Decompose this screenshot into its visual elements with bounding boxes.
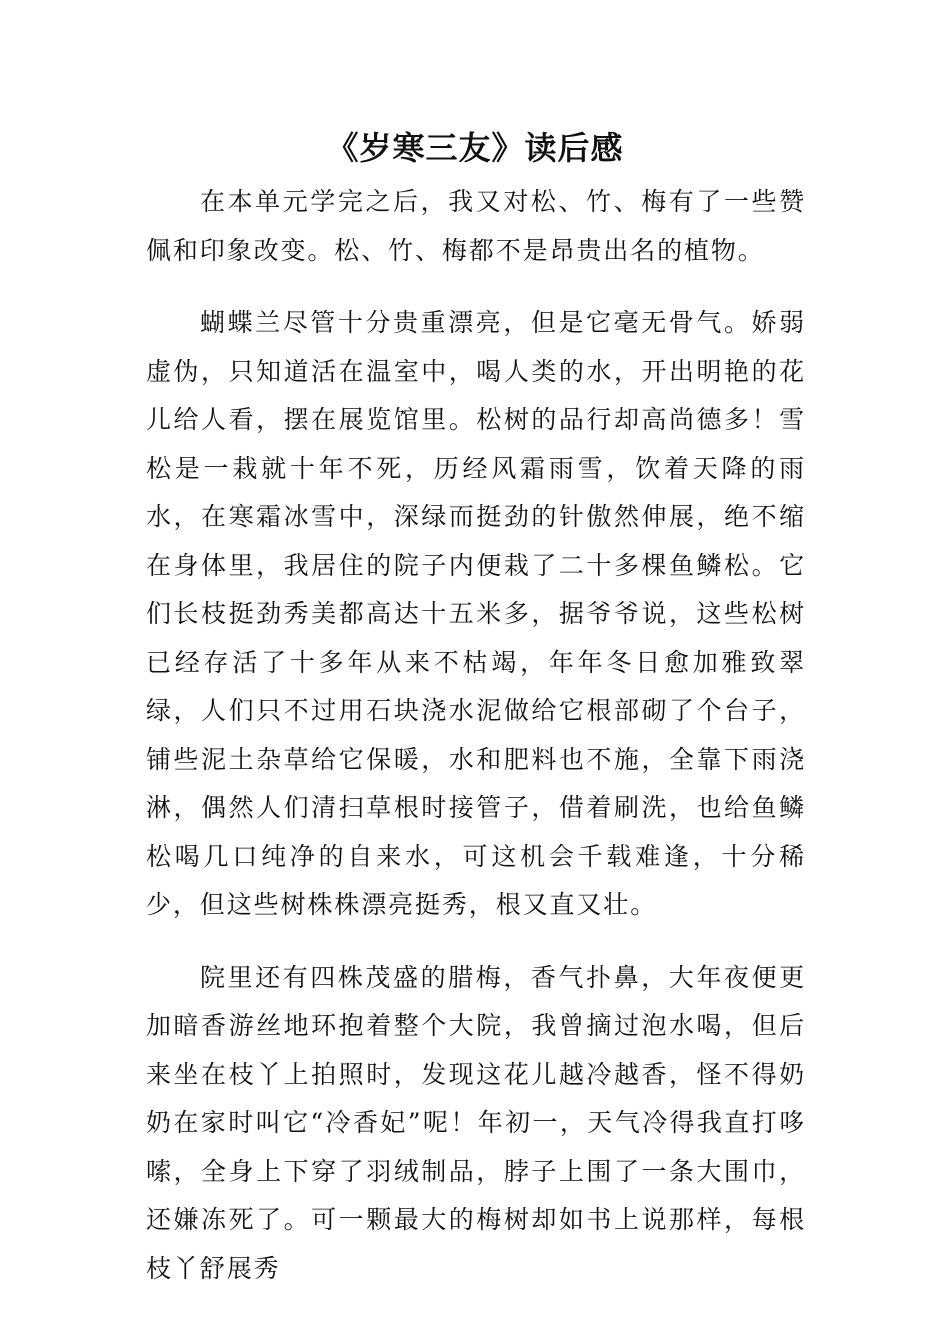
paragraph-3: 院里还有四株茂盛的腊梅，香气扑鼻，大年夜便更加暗香游丝地环抱着整个大院，我曾摘过泡水喝，但后来坐在枝丫上拍照时，发现这花儿越冷越香，怪不得奶奶在家时叫它“冷香妃”呢！年初一，天气冷得我直打哆嗦，全身上下穿了羽绒制品，脖子上围了一条大围巾，还嫌冻死了。可一颗最大的梅树却如书上说那样，每根枝丫舒展秀 xyxy=(146,962,806,1283)
document-title: 《岁寒三友》读后感 xyxy=(326,129,624,167)
document-body xyxy=(146,178,806,1293)
paragraph-1: 在本单元学完之后，我又对松、竹、梅有了一些赞佩和印象改变。松、竹、梅都不是昂贵出名的植物。 xyxy=(146,187,806,265)
paragraph-2: 蝴蝶兰尽管十分贵重漂亮，但是它毫无骨气。娇弱虚伪，只知道活在温室中，喝人类的水，开出明艳的花儿给人看，摆在展览馆里。松树的品行却高尚德多！雪松是一栽就十年不死，历经风霜雨雪，饮着天降的雨水，在寒霜冰雪中，深绿而挺劲的针傲然伸展，绝不缩在身体里，我居住的院子内便栽了二十多棵鱼鳞松。它们长枝挺劲秀美都高达十五米多，据爷爷说，这些松树已经存活了十多年从来不枯竭，年年冬日愈加雅致翠绿，人们只不过用石块浇水泥做给它根部砌了个台子，铺些泥土杂草给它保暖，水和肥料也不施，全靠下雨浇淋，偶然人们清扫草根时接管子，借着刷洗，也给鱼鳞松喝几口纯净的自来水，可这机会千载难逢，十分稀少，但这些树株株漂亮挺秀，根又直又壮。 xyxy=(146,308,806,919)
